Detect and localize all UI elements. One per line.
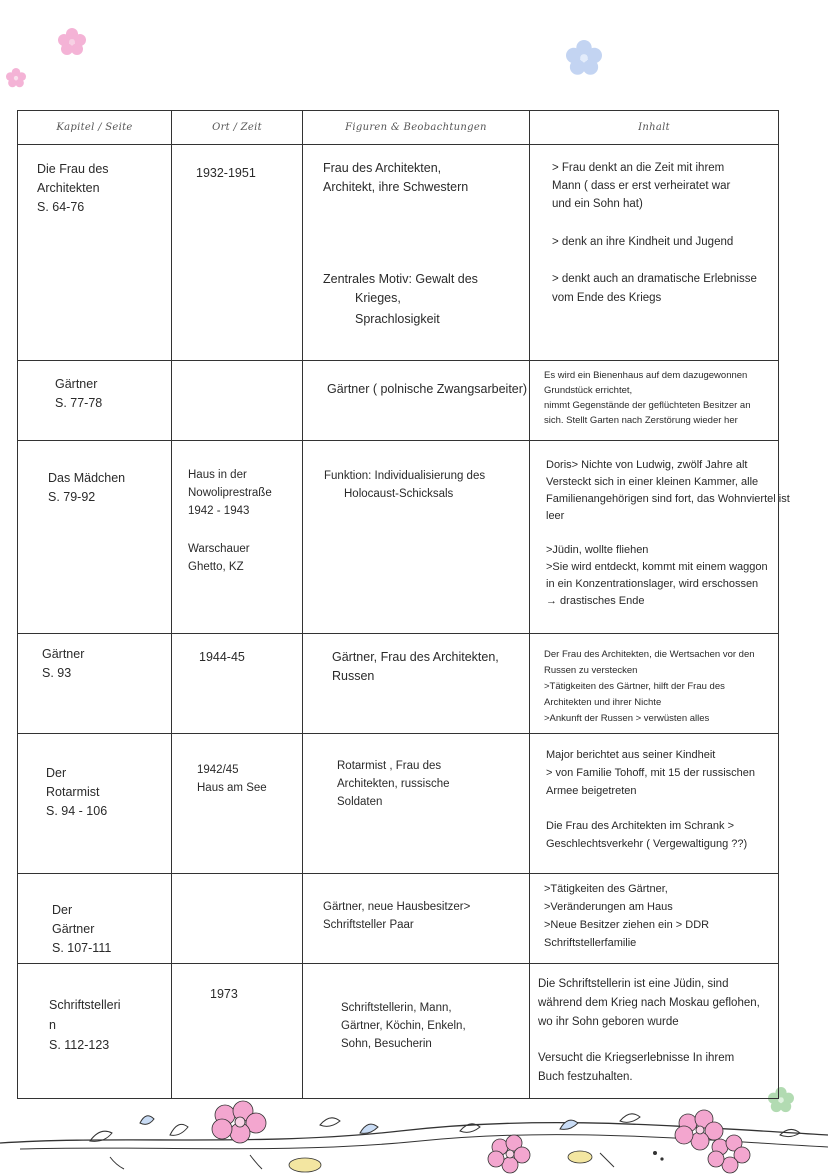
inhalt-line: Armee beigetreten	[546, 785, 637, 797]
inhalt-line: Es wird ein Bienenhaus auf dem dazugewonnen	[544, 370, 748, 381]
inhalt-line: > denkt auch an dramatische Erlebnisse	[552, 273, 757, 285]
kapitel-line: Gärtner	[52, 922, 95, 936]
ort-line: 1944-45	[199, 650, 245, 664]
cell-kapitel	[18, 874, 172, 964]
inhalt-line: nimmt Gegenstände der geflüchteten Besitzer an	[544, 400, 751, 411]
cell-ort	[172, 734, 303, 874]
cell-ort	[172, 145, 303, 361]
cell-figuren	[303, 734, 530, 874]
flower-icon	[58, 28, 86, 56]
inhalt-line: Geschlechtsverkehr ( Vergewaltigung ??)	[546, 838, 748, 850]
flower-icon	[566, 40, 602, 76]
table-row	[18, 874, 779, 964]
inhalt-line: → drastisches Ende	[546, 595, 645, 607]
cell-inhalt	[530, 441, 790, 634]
table-row	[18, 441, 779, 634]
kapitel-line: S. 93	[42, 666, 72, 680]
figuren-line: Sprachlosigkeit	[355, 312, 440, 326]
cell-inhalt	[530, 145, 779, 361]
cell-figuren	[303, 361, 530, 441]
kapitel-line: Rotarmist	[46, 785, 100, 799]
cell-figuren	[303, 441, 530, 634]
figuren-line: Gärtner, neue Hausbesitzer>	[323, 901, 471, 913]
inhalt-line: Die Schriftstellerin ist eine Jüdin, sind	[538, 978, 729, 990]
inhalt-line: >Jüdin, wollte fliehen	[546, 544, 649, 556]
kapitel-line: Schriftstelleri	[49, 998, 121, 1012]
bud-icon	[289, 1151, 592, 1172]
kapitel-line: Gärtner	[42, 647, 85, 661]
table-row	[18, 964, 779, 1099]
figuren-line: Holocaust-Schicksals	[344, 488, 454, 500]
header-inhalt: Inhalt	[530, 111, 779, 145]
floral-garland	[0, 1095, 828, 1175]
figuren-line: Frau des Architekten,	[323, 161, 442, 175]
inhalt-line: >Neue Besitzer ziehen ein > DDR	[544, 919, 710, 931]
header-ort: Ort / Zeit	[172, 111, 303, 145]
kapitel-line: S. 77-78	[55, 396, 103, 410]
inhalt-line: Russen zu verstecken	[544, 665, 638, 676]
figuren-line: Gärtner, Köchin, Enkeln,	[341, 1020, 466, 1032]
ort-line: Haus in der	[188, 469, 247, 481]
figuren-line: Schriftstellerin, Mann,	[341, 1002, 452, 1014]
inhalt-line: > von Familie Tohoff, mit 15 der russischen	[546, 767, 755, 779]
cell-kapitel	[18, 441, 172, 634]
cell-figuren	[303, 145, 530, 361]
cell-inhalt	[530, 964, 779, 1099]
inhalt-line: >Veränderungen am Haus	[544, 901, 673, 913]
figuren-line: Krieges,	[355, 291, 401, 305]
header-figuren: Figuren & Beobachtungen	[303, 111, 530, 145]
cell-kapitel	[18, 145, 172, 361]
cell-kapitel	[18, 634, 172, 734]
ort-line: 1973	[210, 987, 238, 1001]
inhalt-line: und ein Sohn hat)	[552, 198, 643, 210]
cell-ort	[172, 964, 303, 1099]
figuren-line: Zentrales Motiv: Gewalt des	[323, 272, 478, 286]
kapitel-line: S. 79-92	[48, 490, 96, 504]
figuren-line: Gärtner ( polnische Zwangsarbeiter)	[327, 382, 528, 396]
ort-line: Ghetto, KZ	[188, 561, 244, 573]
inhalt-line: Architekten und ihrer Nichte	[544, 697, 662, 708]
flower-icon	[488, 1135, 530, 1173]
inhalt-line: Buch festzuhalten.	[538, 1071, 633, 1083]
figuren-line: Rotarmist , Frau des	[337, 760, 442, 772]
inhalt-line: Der Frau des Architekten, die Wertsachen vor den	[544, 649, 755, 660]
kapitel-line: S. 64-76	[37, 200, 85, 214]
cell-inhalt	[530, 361, 779, 441]
inhalt-line: wo ihr Sohn geboren wurde	[538, 1016, 679, 1028]
inhalt-line: leer	[546, 510, 565, 522]
inhalt-line: Schriftstellerfamilie	[544, 937, 637, 949]
flower-icon	[212, 1101, 266, 1143]
cell-ort	[172, 874, 303, 964]
cell-ort	[172, 361, 303, 441]
kapitel-line: Der	[46, 766, 67, 780]
figuren-line: Russen	[332, 669, 375, 683]
inhalt-line: in ein Konzentrationslager, wird erschossen	[546, 578, 759, 590]
inhalt-line: Major berichtet aus seiner Kindheit	[546, 749, 716, 761]
ort-line: 1932-1951	[196, 166, 256, 180]
kapitel-line: Das Mädchen	[48, 471, 126, 485]
cell-ort	[172, 441, 303, 634]
inhalt-line: > Frau denkt an die Zeit mit ihrem	[552, 162, 725, 174]
figuren-line: Gärtner, Frau des Architekten,	[332, 650, 499, 664]
table-row	[18, 734, 779, 874]
cell-figuren	[303, 634, 530, 734]
kapitel-line: S. 112-123	[49, 1038, 110, 1052]
figuren-line: Sohn, Besucherin	[341, 1038, 432, 1050]
ort-line: 1942 - 1943	[188, 505, 250, 517]
flower-icon	[6, 68, 26, 88]
cell-kapitel	[18, 734, 172, 874]
inhalt-line: Doris> Nichte von Ludwig, zwölf Jahre alt	[546, 459, 748, 471]
cell-inhalt	[530, 634, 779, 734]
inhalt-line: Die Frau des Architekten im Schrank >	[546, 820, 734, 832]
inhalt-line: Familienangehörigen sind fort, das Wohnviertel ist	[546, 493, 790, 505]
inhalt-line: > denk an ihre Kindheit und Jugend	[552, 236, 734, 248]
cell-figuren	[303, 964, 530, 1099]
chapter-table	[17, 110, 790, 1099]
inhalt-line: >Ankunft der Russen > verwüsten alles	[544, 713, 710, 724]
inhalt-line: Versucht die Kriegserlebnisse In ihrem	[538, 1052, 735, 1064]
header-kapitel: Kapitel / Seite	[18, 111, 172, 145]
cell-figuren	[303, 874, 530, 964]
inhalt-line: sich. Stellt Garten nach Zerstörung wieder her	[544, 415, 738, 426]
ort-line: Warschauer	[188, 543, 250, 555]
figuren-line: Architekt, ihre Schwestern	[323, 180, 469, 194]
table-header-row	[18, 111, 779, 145]
kapitel-line: Der	[52, 903, 73, 917]
kapitel-line: n	[49, 1018, 56, 1032]
inhalt-line: >Tätigkeiten des Gärtner, hilft der Frau des	[544, 681, 725, 692]
inhalt-line: Mann ( dass er erst verheiratet war	[552, 180, 731, 192]
inhalt-line: Versteckt sich in einer kleinen Kammer, alle	[546, 476, 759, 488]
ort-line: 1942/45	[197, 764, 239, 776]
figuren-line: Funktion: Individualisierung des	[324, 470, 486, 482]
kapitel-line: S. 94 - 106	[46, 804, 108, 818]
cell-kapitel	[18, 361, 172, 441]
inhalt-line: während dem Krieg nach Moskau geflohen,	[538, 997, 760, 1009]
table-row	[18, 361, 779, 441]
figuren-line: Schriftsteller Paar	[323, 919, 414, 931]
inhalt-line: vom Ende des Kriegs	[552, 292, 662, 304]
kapitel-line: S. 107-111	[52, 941, 112, 955]
inhalt-line: >Tätigkeiten des Gärtner,	[544, 883, 668, 895]
kapitel-line: Gärtner	[55, 377, 98, 391]
kapitel-line: Die Frau des	[37, 162, 109, 176]
inhalt-line: Grundstück errichtet,	[544, 385, 633, 396]
cell-inhalt	[530, 734, 779, 874]
kapitel-line: Architekten	[37, 181, 100, 195]
inhalt-line: >Sie wird entdeckt, kommt mit einem waggon	[546, 561, 768, 573]
table-row	[18, 634, 779, 734]
table-row	[18, 145, 779, 361]
cell-kapitel	[18, 964, 172, 1099]
ort-line: Haus am See	[197, 782, 267, 794]
berry-icon	[653, 1151, 664, 1161]
cell-inhalt	[530, 874, 779, 964]
ort-line: Nowoliprestraße	[188, 487, 272, 499]
figuren-line: Soldaten	[337, 796, 383, 808]
figuren-line: Architekten, russische	[337, 778, 450, 790]
cell-ort	[172, 634, 303, 734]
